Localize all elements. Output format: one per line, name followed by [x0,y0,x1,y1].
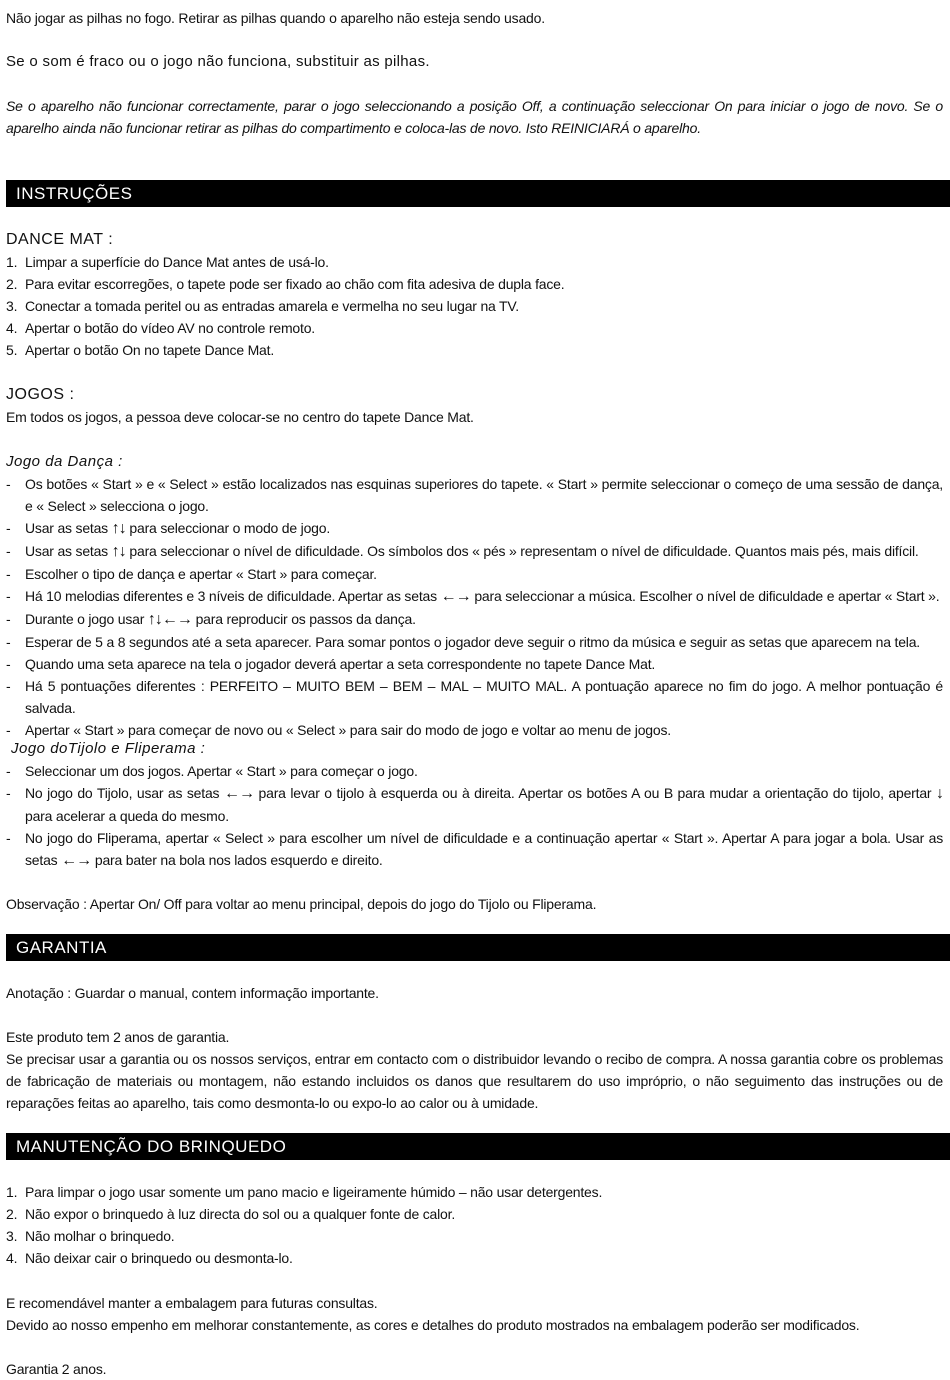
list-item: - Apertar « Start » para começar de novo ou « Select » para sair do modo de jogo e voltar ao menu de jogos. [6,722,671,738]
dance-mat-title: DANCE MAT : [6,231,114,248]
list-item: 2. Não expor o brinquedo à luz directa do sol ou a qualquer fonte de calor. [6,1206,456,1222]
section-header-manutencao: MANUTENÇÃO DO BRINQUEDO [6,1133,950,1160]
list-item: - Há 10 melodias diferentes e 3 níveis de dificuldade. Apertar as setas ←→ para seleccionar a música. Escolher o nível de dificuldade e apertar « Start ». [6,588,940,605]
tijolo-list [6,760,943,872]
arrows-left-right-icon: ←→ [440,588,471,605]
tijolo-title: Jogo doTijolo e Fliperama : [11,740,206,757]
garantia-details: Se precisar usar a garantia ou os nossos serviços, entrar em contacto com o distribuidor levando o recibo de compra. A nossa garantia cobre os problemas de fabricação de materiais ou montagem, não estando incluidos os danos que resultarem do uso impróprio, o não seguimento das instruções ou de reparações feitas ao aparelho, tais como desmonta-lo ou expo-lo ao calor ou à umidade. [6,1051,943,1111]
arrows-left-right-icon: ←→ [61,852,92,869]
list-item: - Seleccionar um dos jogos. Apertar « Start » para começar o jogo. [6,763,418,779]
list-item: - No jogo do Fliperama, apertar « Select » para escolher um nível de dificuldade e a continuação apertar « Start ». Apertar A para jogar a bola. Usar as setas ←→ para bater na bola nos lados esquerdo e direito. [6,830,943,869]
jogos-title: JOGOS : [6,386,75,403]
arrow-down-icon: ↓ [935,785,943,802]
arrows-up-down-icon: ↑↓ [111,520,126,537]
list-item: 4. Apertar o botão do vídeo AV no controle remoto. [6,320,315,336]
packaging-note: E recomendável manter a embalagem para futuras consultas. [6,1295,378,1311]
list-item: 4. Não deixar cair o brinquedo ou desmonta-lo. [6,1250,293,1266]
battery-fire-warning: Não jogar as pilhas no fogo. Retirar as pilhas quando o aparelho não esteja sendo usado. [6,10,545,26]
list-item: - No jogo do Tijolo, usar as setas ←→ para levar o tijolo à esquerda ou à direita. Apertar os botões A ou B para mudar a orientação do tijolo, apertar ↓ para acelerar a queda do mesmo. [6,785,943,824]
weak-sound-note: Se o som é fraco ou o jogo não funciona, substituir as pilhas. [6,53,430,70]
list-item: 5. Apertar o botão On no tapete Dance Mat. [6,342,275,358]
list-item: - Há 5 pontuações diferentes : PERFEITO – MUITO BEM – BEM – MAL – MUITO MAL. A pontuação aparece no fim do jogo. A melhor pontuação é salvada. [6,678,943,716]
section-header-garantia: GARANTIA [6,934,950,961]
arrows-up-down-icon: ↑↓ [111,543,126,560]
list-item: - Usar as setas ↑↓ para seleccionar o modo de jogo. [6,520,331,537]
section-header-instrucoes: INSTRUÇÕES [6,180,950,207]
danca-list [6,473,943,741]
product-change-note: Devido ao nosso empenho em melhorar constantemente, as cores e detalhes do produto mostrados na embalagem poderão ser modificados. [6,1317,860,1333]
list-item: - Escolher o tipo de dança e apertar « Start » para começar. [6,566,377,582]
dance-mat-steps [6,251,943,361]
danca-title: Jogo da Dança : [6,453,123,470]
arrows-left-right-icon: ←→ [223,785,254,802]
list-item: - Usar as setas ↑↓ para seleccionar o nível de dificuldade. Os símbolos dos « pés » representam o nível de dificuldade. Quantos mais pés, mais difícil. [6,543,919,560]
observacao-note: Observação : Apertar On/ Off para voltar ao menu principal, depois do jogo do Tijolo ou Fliperama. [6,896,597,912]
list-item: 1. Limpar a superfície do Dance Mat antes de usá-lo. [6,254,329,270]
warranty-footer: Garantia 2 anos. [6,1361,107,1377]
list-item: 3. Conectar a tomada peritel ou as entradas amarela e vermelha no seu lugar na TV. [6,298,519,314]
arrows-all-directions-icon: ↑↓←→ [147,611,192,628]
list-item: 2. Para evitar escorregões, o tapete pode ser fixado ao chão com fita adesiva de dupla face. [6,276,565,292]
list-item: 3. Não molhar o brinquedo. [6,1228,175,1244]
list-item: - Os botões « Start » e « Select » estão localizados nas esquinas superiores do tapete. « Start » permite seleccionar o começo de uma sessão de dança, e « Select » selecciona o jogo. [6,476,943,514]
garantia-anotacao: Anotação : Guardar o manual, contem informação importante. [6,985,379,1001]
jogos-text: Em todos os jogos, a pessoa deve colocar-se no centro do tapete Dance Mat. [6,409,474,425]
reset-instructions: Se o aparelho não funcionar correctamente, parar o jogo seleccionando a posição Off, a continuação seleccionar On para iniciar o jogo de novo. Se o aparelho ainda não funcionar retirar as pilhas do compartimento e coloca-las de novo. Isto REINICIARÁ o aparelho. [6,98,943,136]
list-item: - Quando uma seta aparece na tela o jogador deverá apertar a seta correspondente no tapete Dance Mat. [6,656,656,672]
manutencao-steps [6,1181,943,1269]
list-item: 1. Para limpar o jogo usar somente um pano macio e ligeiramente húmido – não usar detergentes. [6,1184,603,1200]
list-item: - Esperar de 5 a 8 segundos até a seta aparecer. Para somar pontos o jogador deve seguir o ritmo da música e seguir as setas que aparecem na tela. [6,634,920,650]
garantia-duration: Este produto tem 2 anos de garantia. [6,1029,230,1045]
list-item: - Durante o jogo usar ↑↓←→ para reproducir os passos da dança. [6,611,416,628]
